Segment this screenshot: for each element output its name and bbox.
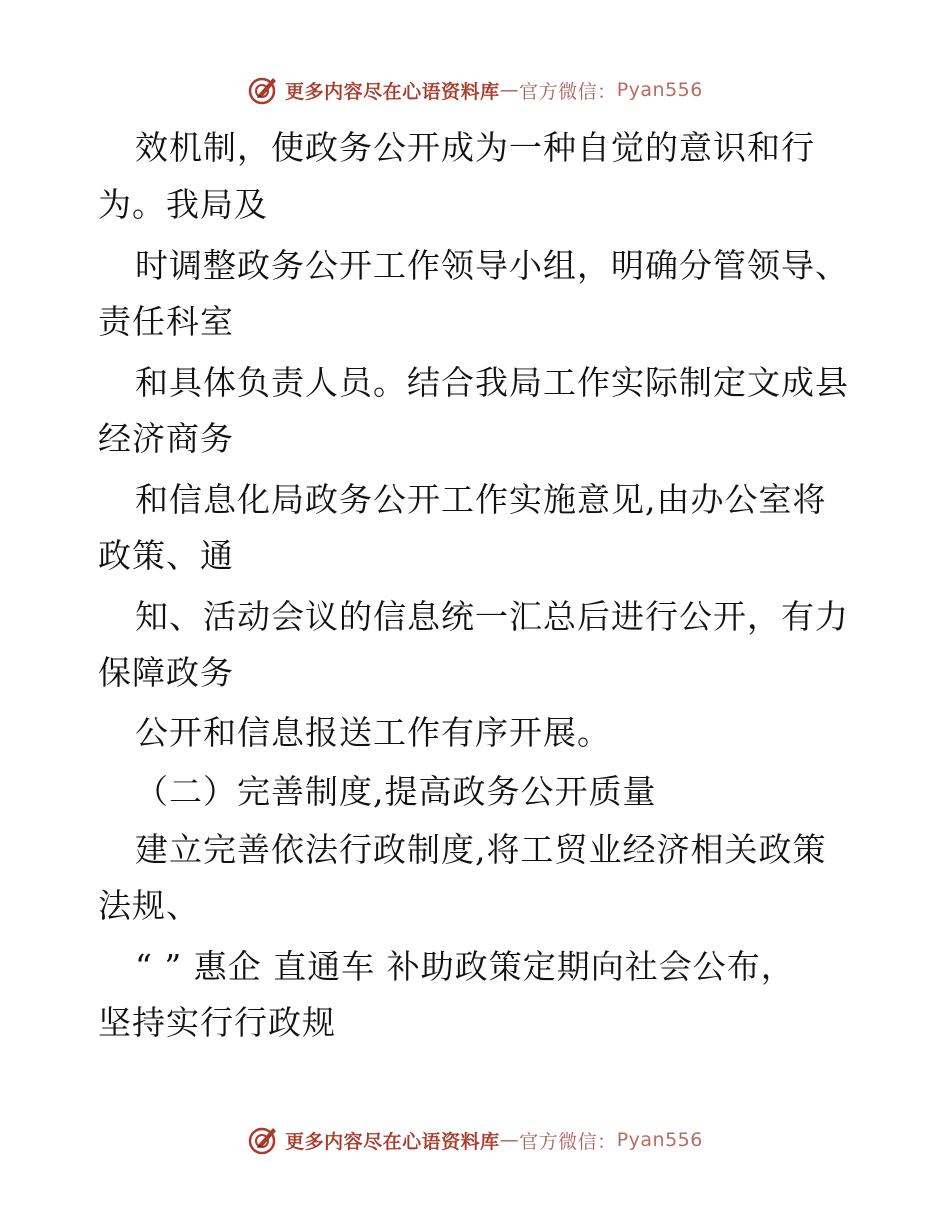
watermark-label: 官方微信： [519,80,617,103]
section-heading: （二）完善制度,提高政务公开质量 [135,772,657,811]
watermark-account: Pyan556 [616,79,703,101]
text-line: 建立完善依法行政制度,将工贸业经济相关政策 [135,830,827,869]
watermark-brand: 更多内容尽在心语资料库 [285,1130,500,1153]
header-watermark [0,70,950,110]
text-line: 知、活动会议的信息统一汇总后进行公开，有力 [135,597,849,636]
text-line: 公开和信息报送工作有序开展。 [135,713,611,752]
brand-logo-icon [247,1124,279,1156]
text-line: “ ” 惠企 直通车 补助政策定期向社会公布， [135,947,795,986]
watermark-separator: — [499,1129,520,1151]
text-line: 法规、 [98,886,200,925]
watermark-account: Pyan556 [616,1129,703,1151]
text-line: 坚持实行行政规 [98,1003,336,1042]
text-line: 和具体负责人员。结合我局工作实际制定文成县 [135,363,849,402]
text-line: 政策、通 [98,536,234,575]
footer-watermark [0,1120,950,1160]
text-line: 时调整政务公开工作领导小组，明确分管领导、 [135,246,849,285]
brand-logo-icon [247,74,279,106]
text-line: 责任科室 [98,302,234,341]
text-line: 为。我局及 [98,185,268,224]
text-line: 效机制，使政务公开成为一种自觉的意识和行 [135,128,815,167]
text-line: 经济商务 [98,419,234,458]
text-line: 和信息化局政务公开工作实施意见,由办公室将 [135,480,827,519]
watermark-separator: — [499,79,520,101]
text-line: 保障政务 [98,653,234,692]
watermark-brand: 更多内容尽在心语资料库 [285,80,500,103]
watermark-label: 官方微信： [519,1130,617,1153]
